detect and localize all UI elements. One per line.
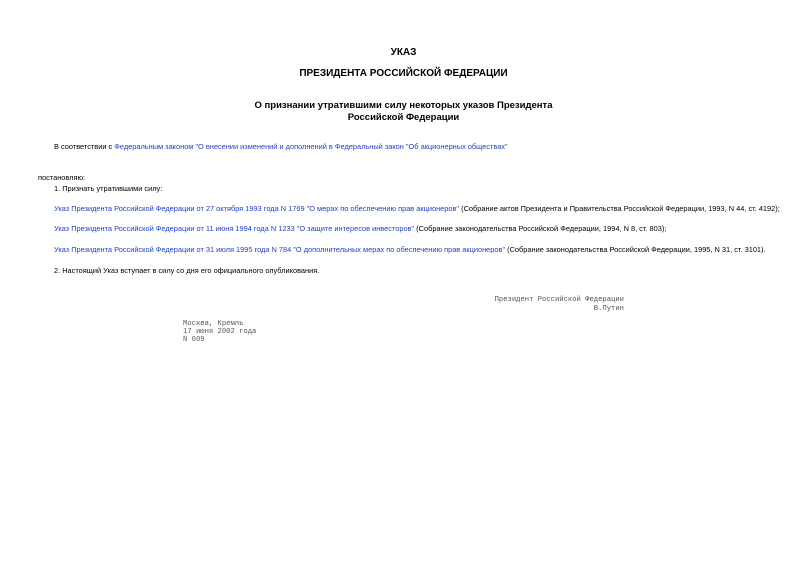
decree-link[interactable]: Указ Президента Российской Федерации от 31 июля 1995 года N 784 "О дополнительных мерах по обеспечению прав акционеров": [54, 245, 506, 254]
federal-law-link[interactable]: Федеральным законом "О внесении изменений и дополнений в Федеральный закон "Об акционерных обществах": [114, 142, 508, 151]
date: 17 июня 2002 года: [183, 328, 257, 336]
place: Москва, Кремль: [183, 320, 244, 328]
decree-number: N 609: [183, 336, 205, 344]
item-1: 1. Признать утратившими силу:: [54, 184, 163, 193]
decree-source: (Собрание актов Президента и Правительства Российской Федерации, 1993, N 44, ст. 4192);: [459, 204, 780, 213]
preamble: [54, 142, 508, 151]
decree-source: (Собрание законодательства Российской Федерации, 1995, N 31, ст. 3101).: [505, 245, 766, 254]
decree-item: [54, 204, 780, 213]
decree-issuer: ПРЕЗИДЕНТА РОССИЙСКОЙ ФЕДЕРАЦИИ: [299, 68, 508, 79]
decree-link[interactable]: Указ Президента Российской Федерации от 11 июня 1994 года N 1233 "О защите интересов инвесторов": [54, 224, 415, 233]
item-2: 2. Настоящий Указ вступает в силу со дня его официального опубликования.: [54, 266, 320, 275]
decree-item: [54, 245, 766, 254]
decree-link[interactable]: Указ Президента Российской Федерации от 27 октября 1993 года N 1769 "О мерах по обеспечению прав акционеров": [54, 204, 460, 213]
decree-subject-line-2: Российской Федерации: [347, 112, 460, 123]
resolve-word: постановляю:: [38, 173, 86, 182]
signature-position: Президент Российской Федерации: [494, 296, 624, 304]
decree-source: (Собрание законодательства Российской Федерации, 1994, N 8, ст. 803);: [414, 224, 667, 233]
signature-name: В.Путин: [593, 305, 624, 313]
preamble-prefix: В соответствии с: [54, 142, 115, 151]
decree-subject-line-1: О признании утратившими силу некоторых указов Президента: [254, 100, 553, 111]
decree-title: УКАЗ: [390, 47, 417, 58]
decree-item: [54, 224, 666, 233]
